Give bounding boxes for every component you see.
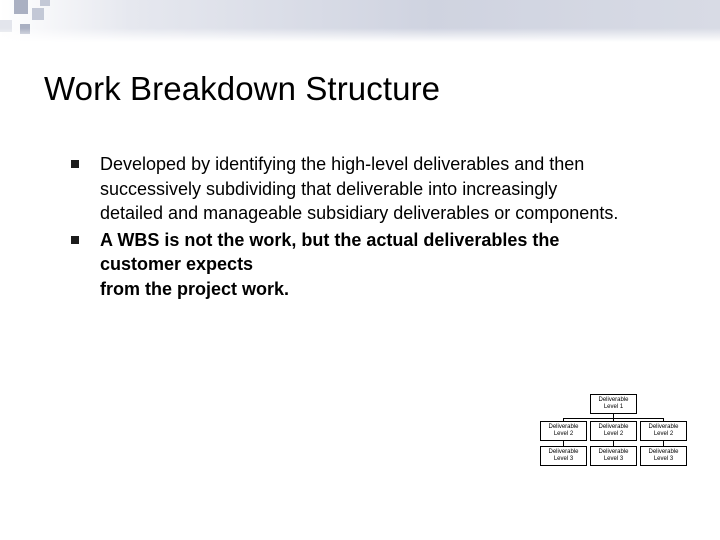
box-label: Level 1 (603, 404, 624, 410)
decor-square (40, 0, 50, 6)
box-label: Deliverable (648, 449, 679, 455)
bullet-line: customer expects (100, 254, 254, 274)
bullet-item (60, 228, 700, 302)
box-label: Deliverable (598, 424, 629, 430)
top-decorative-band (0, 0, 720, 42)
bullet-list (60, 152, 700, 301)
box-label: Level 2 (603, 431, 624, 437)
square-bullet-icon (71, 236, 79, 244)
box-label: Deliverable (548, 424, 579, 430)
slide-title: Work Breakdown Structure (44, 70, 441, 107)
wbs-level2-box (640, 421, 687, 441)
box-label: Level 2 (553, 431, 574, 437)
box-label: Deliverable (598, 449, 629, 455)
bullet-item (60, 152, 700, 226)
wbs-level2-box (590, 421, 637, 441)
bullet-line: Developed by identifying the high-level deliverables and then (100, 154, 585, 174)
wbs-level3-box (540, 446, 587, 466)
box-label: Level 2 (653, 431, 674, 437)
bullet-line: from the project work. (100, 278, 290, 299)
box-label: Level 3 (603, 456, 624, 462)
box-label: Deliverable (548, 449, 579, 455)
wbs-level3-box (640, 446, 687, 466)
bullet-line: A WBS is not the work, but the actual deliverables the (100, 229, 560, 250)
box-label: Deliverable (648, 424, 679, 430)
box-label: Level 3 (553, 456, 574, 462)
decor-square (32, 8, 44, 20)
box-label: Deliverable (598, 397, 629, 403)
box-label: Level 3 (653, 456, 674, 462)
bullet-line: successively subdividing that deliverable into increasingly (100, 178, 558, 199)
wbs-level3-box (590, 446, 637, 466)
band-fade (0, 28, 720, 42)
wbs-level2-box (540, 421, 587, 441)
square-bullet-icon (71, 160, 79, 168)
decor-square (14, 0, 28, 14)
bullet-line: detailed and manageable subsidiary deliverables or components. (100, 203, 619, 223)
wbs-root-box (590, 394, 637, 414)
